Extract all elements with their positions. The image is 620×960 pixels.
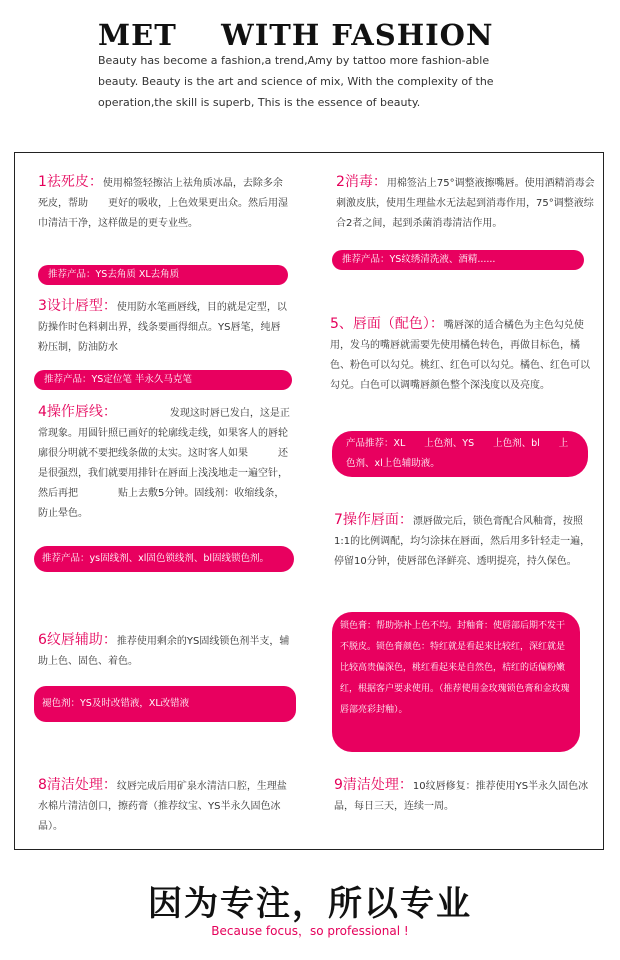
step-heading: 8清洁处理： bbox=[38, 777, 117, 793]
step-7 bbox=[334, 510, 596, 572]
step-5 bbox=[330, 314, 598, 396]
product-tag: 推荐产品：ys固线剂、xl固色锁线剂、bl固线锁色剂。 bbox=[34, 546, 294, 572]
step-heading: 3设计唇型： bbox=[38, 298, 117, 314]
product-tag: 锁色膏：帮助弥补上色不均。封釉膏：使唇部后期不发干不脱皮。锁色膏颜色：特红就是看起来比较红，深红就是比较高贵偏深色，桃红看起来是自然色，桔红的话偏粉嫩红，根据客户要求使用。（推荐使用金玫瑰锁色膏和金玫瑰唇部亮彩封釉）。 bbox=[332, 612, 580, 752]
step-text: 推荐使用剩余的YS固线锁色剂半支，辅助上色、固色、着色。 bbox=[38, 636, 290, 667]
step-text: 使用棉签轻擦沾上祛角质冰晶，去除多余死皮，帮助 更好的吸收，上色效果更出众。然后用湿巾清洁干净，这样做是的更专业些。 bbox=[38, 178, 288, 229]
step-2 bbox=[336, 172, 596, 234]
step-1 bbox=[38, 172, 288, 234]
slogan-english: Because focus，so professional ! bbox=[211, 924, 409, 938]
step-heading: 4操作唇线： bbox=[38, 404, 110, 420]
product-tag: 推荐产品：YS纹绣清洗液、酒精...... bbox=[332, 250, 584, 270]
step-heading: 1祛死皮： bbox=[38, 174, 103, 190]
step-3 bbox=[38, 296, 288, 358]
step-text: 使用防水笔画唇线，目的就是定型，以防操作时色料刺出界，线条要画得细点。YS唇笔，纯唇粉压制，防油防水 bbox=[38, 302, 287, 353]
step-4 bbox=[38, 402, 290, 524]
step-8 bbox=[38, 775, 293, 837]
step-heading: 2消毒： bbox=[336, 174, 387, 190]
product-tag: 推荐产品：YS去角质 XL去角质 bbox=[38, 265, 288, 285]
step-6 bbox=[38, 630, 293, 672]
step-heading: 9清洁处理： bbox=[334, 777, 413, 793]
product-tag: 褪色剂：YS及时改错液，XL改错液 bbox=[34, 686, 296, 722]
step-heading: 7操作唇面： bbox=[334, 512, 413, 528]
step-text: 漂唇做完后，锁色膏配合风釉膏，按照1:1的比例调配，均匀涂抹在唇面，然后用多针轻走一遍，停留10分钟，使唇部色泽鲜亮、透明提亮，持久保色。 bbox=[334, 516, 591, 567]
step-text: 嘴唇深的适合橘色为主色勾兑使用，发乌的嘴唇就需要先使用橘色转色，再做目标色，橘色、粉色可以勾兑。桃红、红色可以勾兑。橘色、红色可以勾兑。白色可以调嘴唇颜色整个深浅度以及亮度。 bbox=[330, 320, 590, 391]
step-text: 纹唇完成后用矿泉水清洁口腔，生理盐水棉片清洁创口，擦药膏（推荐纹宝、YS半永久固色冰晶）。 bbox=[38, 781, 287, 832]
step-heading: 6纹唇辅助： bbox=[38, 632, 117, 648]
step-heading: 5、唇面（配色）： bbox=[330, 316, 444, 332]
product-tag: 推荐产品：YS定位笔 半永久马克笔 bbox=[34, 370, 292, 390]
intro-paragraph: Beauty has become a fashion,a trend,Amy by tattoo more fashion-able beauty. Beauty is the art and science of mix, With the complexity of the operation,the skill is superb, This is the essence of beauty. bbox=[98, 54, 494, 109]
step-text: 用棉签沾上75°调整液擦嘴唇。使用酒精消毒会刺激皮肤，使用生理盐水无法起到消毒作用，75°调整液综合2者之间，起到杀菌消毒清洁作用。 bbox=[336, 178, 595, 229]
page-title: MET WITH FASHION bbox=[98, 18, 494, 52]
step-9 bbox=[334, 775, 594, 817]
slogan: 因为专注，所以专业 bbox=[148, 884, 472, 924]
step-text: 发现这时唇已发白，这是正常现象。用圆针照已画好的轮廓线走线，如果客人的唇轮廓很分明就不要把线条做的太实。这时客人如果 还是很强烈，我们就要用排针在唇面上浅浅地走一遍空针，然后再把 贴上去敷5分钟。固线剂：收缩线条，防止晕色。 bbox=[38, 408, 290, 519]
product-tag: 产品推荐：XL 上色剂、YS 上色剂、bl 上色剂、xl上色辅助液。 bbox=[332, 431, 588, 477]
step-text: 10纹唇修复：推荐使用YS半永久固色冰晶，每日三天，连续一周。 bbox=[334, 781, 589, 812]
